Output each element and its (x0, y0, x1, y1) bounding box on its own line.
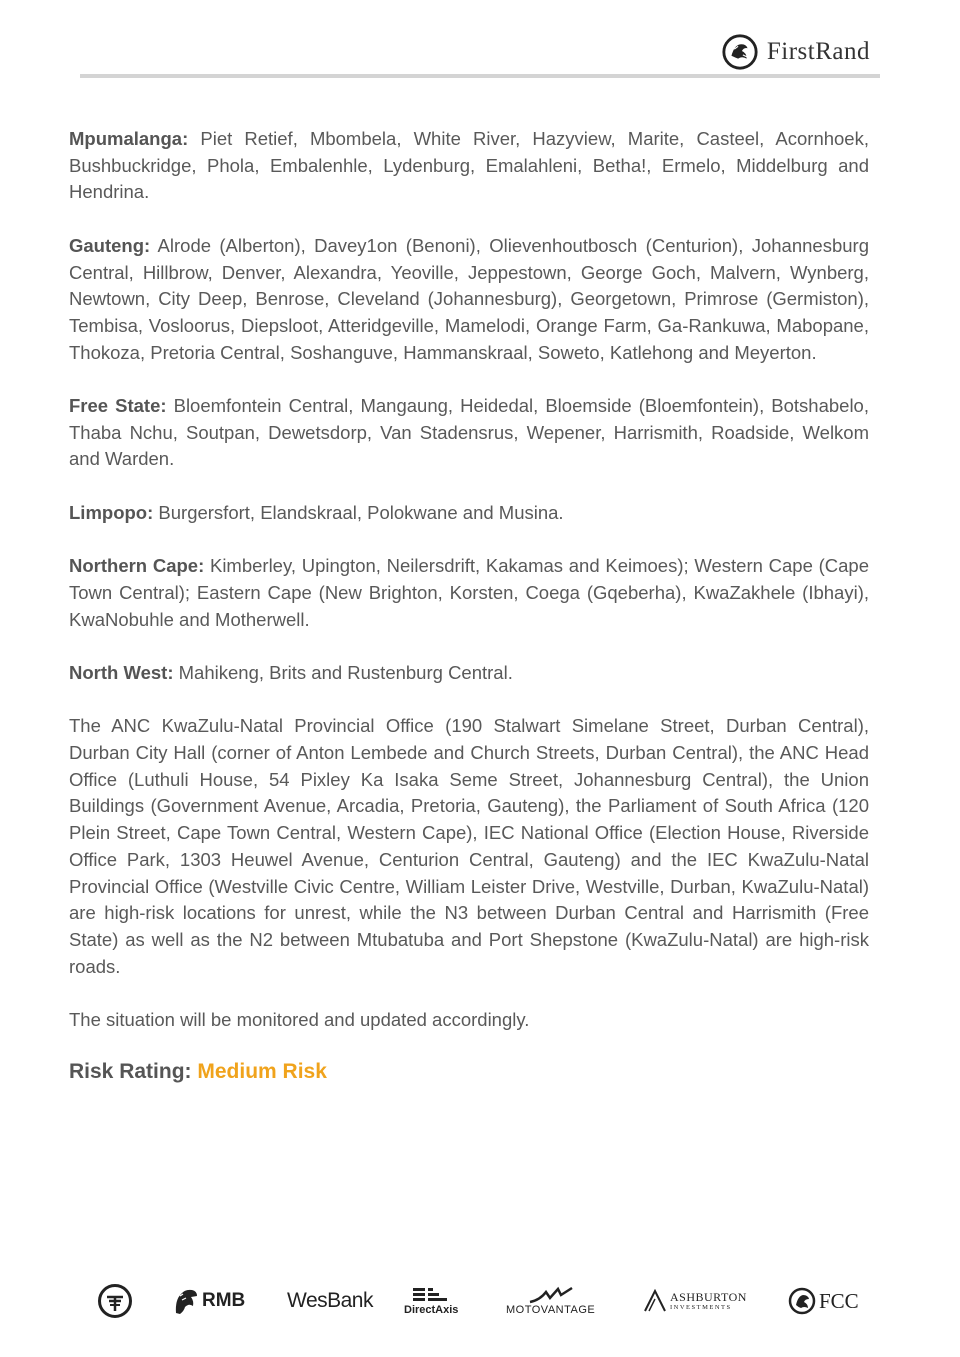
ashburton-logo (643, 1275, 747, 1327)
province-areas: Bloemfontein Central, Mangaung, Heidedal, Bloemside (Bloemfontein), Botshabelo, Thaba Nchu, Soutpan, Dewetsdorp, Van Stadensrus, Wepener, Harrismith, Roadside, Welkom and Warden. (69, 395, 869, 470)
directaxis-mark-icon (411, 1287, 451, 1303)
motovantage-mark-icon (526, 1286, 576, 1304)
ashburton-label: ASHBURTON (670, 1289, 747, 1304)
directaxis-logo (404, 1275, 458, 1327)
directaxis-label: DirectAxis (404, 1303, 459, 1316)
closing-statement: The situation will be monitored and updated accordingly. (69, 1009, 530, 1031)
province-paragraph-mpumalanga: Mpumalanga: Piet Retief, Mbombela, White River, Hazyview, Marite, Casteel, Acornhoek, Bushbuckridge, Phola, Embalenhle, Lydenburg, Emalahleni, Betha!, Ermelo, Middelburg and Hendrina. (69, 128, 869, 203)
province-label: Free State (69, 395, 161, 416)
province-areas: Kimberley, Upington, Neilersdrift, Kakamas and Keimoes); Western Cape (Cape Town Central); Eastern Cape (New Brighton, Korsten, Coega (Gqeberha), KwaZakhele (Ibhayi), KwaNobuhle and Motherwell. (69, 555, 869, 630)
fnb-logo (97, 1275, 133, 1327)
province-label: North West (69, 661, 168, 683)
province-areas: Alrode (Alberton), Davey1on (Benoni), Olievenhoutbosch (Centurion), Johannesburg Central, Hillbrow, Denver, Alexandra, Yeoville, Jeppestown, George Goch, Malvern, Wynberg, Newtown, City Deep, Benrose, Cleveland (Johannesburg), Georgetown, Primrose (Germiston), Tembisa, Vosloorus, Diepsloot, Atteridgeville, Mamelodi, Orange Farm, Ga-Rankuwa, Mabopane, Thokoza, Pretoria Central, Soshanguve, Hammanskraal, Soweto, Katlehong and Meyerton. (69, 234, 869, 363)
high-risk-locations-paragraph: The ANC KwaZulu-Natal Provincial Office (190 Stalwart Simelane Street, Durban Central), Durban City Hall (corner of Anton Lembede and Church Streets, Durban Central), the ANC Head Office (Luthuli House, 54 Pixley Ka Isaka Seme Street, Johannesburg Central), the Union Buildings (Government Avenue, Arcadia, Pretoria, Gauteng), the Parliament of South Africa (120 Plein Street, Cape Town Central, Western Cape), IEC National Office (Election House, Riverside Office Park, 1303 Heuwel Avenue, Centurion Central, Gauteng) and the IEC KwaZulu-Natal Provincial Office (Westville Civic Centre, William Leister Drive, Westville, Durban, KwaZulu-Natal) are high-risk locations for unrest, while the N3 between Durban Central and Harrismith (Free State) as well as the N2 between Mtubatuba and Port Shepstone (KwaZulu-Natal) are high-risk roads. (69, 715, 869, 977)
province-paragraph-free-state: Free State: Bloemfontein Central, Mangaung, Heidedal, Bloemside (Bloemfontein), Botshabelo, Thaba Nchu, Soutpan, Dewetsdorp, Van Stadensrus, Wepener, Harrismith, Roadside, Welkom and Warden. (69, 395, 869, 470)
risk-rating (69, 1060, 869, 1084)
footer-logos (0, 1275, 960, 1327)
fcc-logo (788, 1275, 859, 1327)
fnb-tree-icon (97, 1283, 133, 1319)
fcc-emblem-icon (788, 1287, 816, 1315)
province-label: Mpumalanga (69, 128, 183, 149)
wesbank-logo (287, 1275, 373, 1327)
ashburton-sublabel: INVESTMENTS (670, 1303, 732, 1311)
rmb-label: RMB (202, 1290, 246, 1311)
province-paragraph-north-west: North West: Mahikeng, Brits and Rustenburg Central. (69, 661, 513, 683)
risk-rating-value: Medium Risk (197, 1060, 327, 1084)
fcc-label: FCC (819, 1288, 859, 1313)
document-body (69, 126, 869, 1084)
page-header (0, 0, 960, 80)
province-areas: Mahikeng, Brits and Rustenburg Central. (173, 661, 513, 683)
province-label: Northern Cape (69, 555, 199, 577)
province-paragraph-gauteng: Gauteng: Alrode (Alberton), Davey1on (Benoni), Olievenhoutbosch (Centurion), Johannesburg Central, Hillbrow, Denver, Alexandra, Yeoville, Jeppestown, George Goch, Malvern, Wynberg, Newtown, City Deep, Benrose, Cleveland (Johannesburg), Georgetown, Primrose (Germiston), Tembisa, Vosloorus, Diepsloot, Atteridgeville, Mamelodi, Orange Farm, Ga-Rankuwa, Mabopane, Thokoza, Pretoria Central, Soshanguve, Hammanskraal, Soweto, Katlehong and Meyerton. (69, 234, 869, 363)
province-paragraph-northern-cape: Northern Cape: Kimberley, Upington, Neilersdrift, Kakamas and Keimoes); Western Cape (Cape Town Central); Eastern Cape (New Brighton, Korsten, Coega (Gqeberha), KwaZakhele (Ibhayi), KwaNobuhle and Motherwell. (69, 555, 869, 630)
province-label: Gauteng (69, 234, 145, 256)
province-paragraph-limpopo: Limpopo: Burgersfort, Elandskraal, Polokwane and Musina. (69, 501, 564, 523)
header-divider (80, 74, 880, 78)
province-label: Limpopo (69, 501, 148, 523)
motovantage-label: MOTOVANTAGE (506, 1304, 596, 1316)
risk-rating-label: Risk Rating: (69, 1060, 192, 1084)
motovantage-logo (506, 1275, 595, 1327)
wesbank-label: WesBank (287, 1289, 373, 1312)
ashburton-mark-icon (643, 1289, 667, 1313)
brand-name: FirstRand (766, 38, 870, 65)
firstrand-brand (721, 33, 870, 71)
rmb-logo (173, 1275, 245, 1327)
province-areas: Burgersfort, Elandskraal, Polokwane and Musina. (153, 501, 564, 523)
firstrand-logo-icon (721, 33, 759, 71)
province-areas: Piet Retief, Mbombela, White River, Hazyview, Marite, Casteel, Acornhoek, Bushbuckridge, Phola, Embalenhle, Lydenburg, Emalahleni, Betha!, Ermelo, Middelburg and Hendrina. (69, 128, 869, 203)
rmb-horse-icon (173, 1286, 199, 1316)
